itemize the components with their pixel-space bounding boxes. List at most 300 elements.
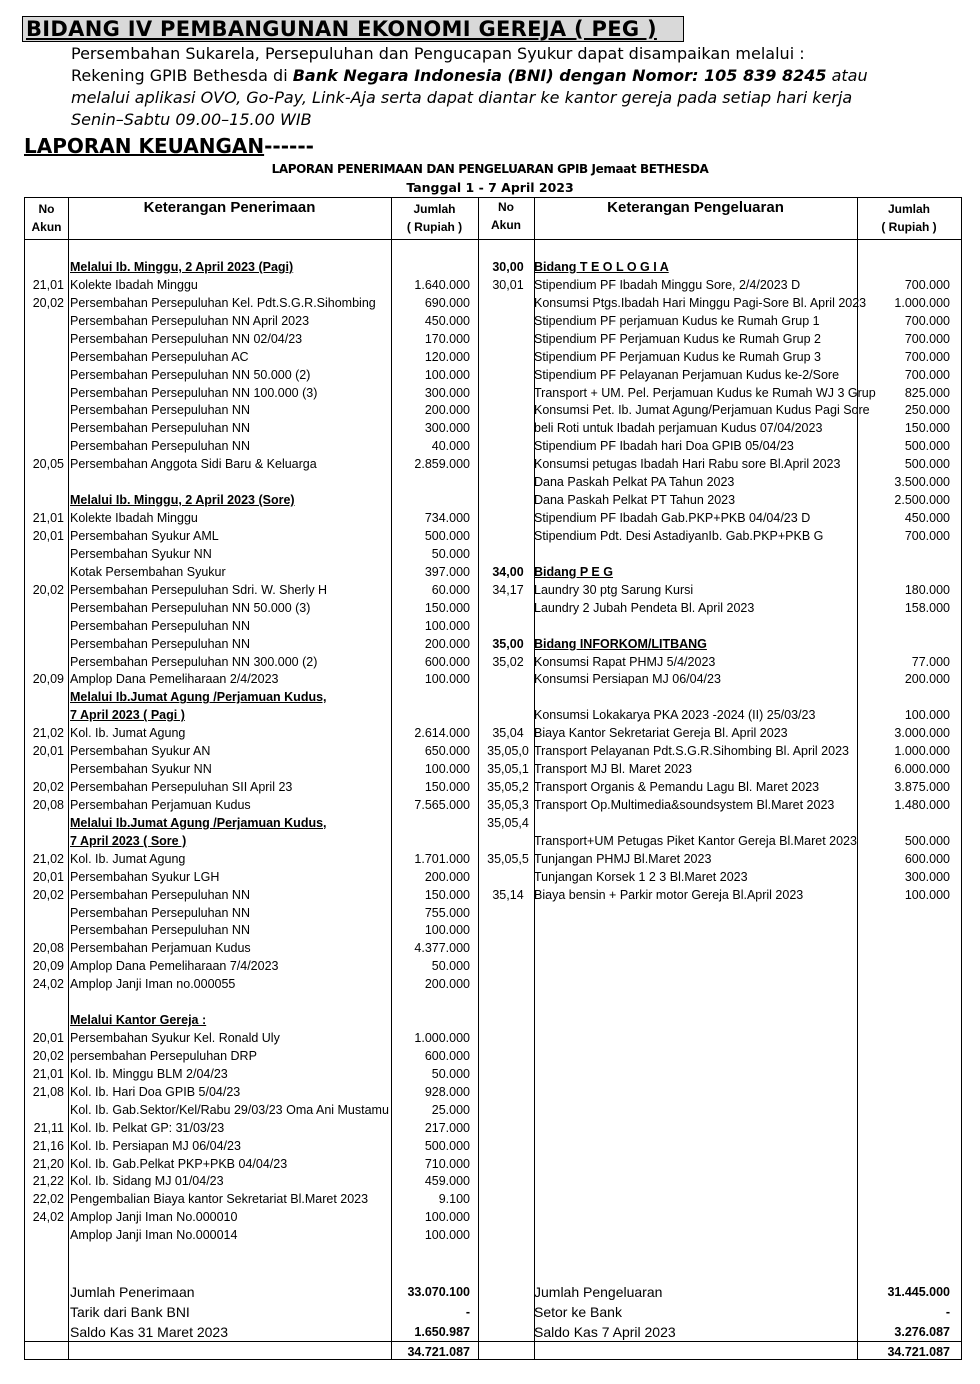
income-amount: 50.000	[431, 959, 470, 974]
table-row	[24, 455, 962, 473]
income-description: Persembahan Persepuluhan NN	[70, 439, 250, 454]
expense-description: Laundry 2 Jubah Pendeta Bl. April 2023	[534, 600, 755, 615]
section-title: BIDANG IV PEMBANGUNAN EKONOMI GEREJA ( PEG )	[26, 17, 657, 41]
total-income-label: Tarik dari Bank BNI	[70, 1304, 190, 1320]
income-amount: 120.000	[424, 349, 470, 364]
account-number: 20,08	[32, 941, 64, 956]
income-amount: 928.000	[424, 1084, 470, 1099]
account-number: 20,08	[32, 797, 64, 812]
total-income-amount: -	[465, 1305, 470, 1319]
col-no-header-2: No	[498, 200, 514, 214]
income-amount: 170.000	[424, 331, 470, 346]
income-description: Kol. Ib. Pelkat GP: 31/03/23	[70, 1120, 225, 1135]
col-akun-header-2: Akun	[491, 218, 521, 232]
intro-line-2	[71, 66, 868, 85]
account-number: 20,01	[32, 744, 64, 759]
account-number: 21,08	[32, 1084, 64, 1099]
table-row	[24, 491, 962, 509]
col-pengeluaran-header: Keterangan Pengeluaran	[607, 199, 784, 216]
income-description: Kotak Persembahan Syukur	[70, 564, 226, 579]
expense-description: Biaya Kantor Sekretariat Gereja Bl. April 2023	[534, 726, 788, 741]
expense-amount: 700.000	[904, 313, 950, 328]
table-row	[24, 276, 962, 294]
table-row	[24, 1137, 962, 1155]
expense-description: Biaya bensin + Parkir motor Gereja Bl.April 2023	[534, 887, 804, 902]
expense-description: Transport Organis & Pemandu Lagu Bl. Maret 2023	[534, 780, 820, 794]
table-row	[24, 904, 962, 922]
income-description: Melalui Ib. Minggu, 2 April 2023 (Pagi)	[70, 260, 294, 274]
expense-amount: 500.000	[904, 457, 950, 472]
expense-description: Stipendium PF Pelayanan Perjamuan Kudus ke-2/Sore	[534, 367, 840, 382]
income-amount: 1.701.000	[414, 851, 470, 866]
account-number: 20,02	[32, 1048, 64, 1063]
grand-total-rule	[25, 1341, 961, 1342]
income-description: Persembahan Persepuluhan NN 02/04/23	[70, 331, 303, 346]
expense-amount: 6.000.000	[894, 762, 950, 776]
table-row	[24, 419, 962, 437]
expense-account-number: 35,14	[492, 887, 524, 902]
income-description: Persembahan Persepuluhan NN	[70, 887, 250, 902]
expense-description: Stipendium Pdt. Desi AstadiyanIb. Gab.PKP+PKB G	[534, 529, 824, 543]
account-number: 20,01	[32, 529, 64, 543]
col-no-header: No	[38, 202, 55, 216]
intro-line-2-c: atau	[826, 66, 868, 85]
table-row	[24, 1083, 962, 1101]
income-amount: 1.000.000	[414, 1031, 470, 1045]
account-number: 21,01	[32, 511, 64, 525]
income-description: persembahan Persepuluhan DRP	[70, 1048, 257, 1063]
income-description: Persembahan Syukur NN	[70, 762, 212, 776]
expense-description: Stipendium PF Perjamuan Kudus ke Rumah Grup 3	[534, 349, 821, 364]
expense-account-number: 30,00	[492, 260, 524, 274]
account-number: 22,02	[32, 1192, 64, 1207]
income-description: Persembahan Syukur AN	[70, 744, 211, 759]
table-row	[24, 724, 962, 742]
account-number: 24,02	[32, 977, 64, 992]
report-heading	[24, 134, 314, 158]
table-row	[24, 1208, 962, 1226]
expense-description: Stipendium PF Perjamuan Kudus ke Rumah Grup 2	[534, 331, 821, 346]
income-description: Persembahan Perjamuan Kudus	[70, 941, 251, 956]
income-description: Persembahan Syukur LGH	[70, 869, 220, 884]
income-amount: 755.000	[424, 905, 470, 920]
grand-total-right: 34.721.087	[887, 1345, 950, 1359]
income-amount: 2.859.000	[414, 457, 470, 472]
table-row	[24, 312, 962, 330]
table-row	[24, 957, 962, 975]
account-number: 21,16	[32, 1138, 64, 1153]
table-row	[24, 939, 962, 957]
expense-account-number: 30,01	[492, 277, 524, 292]
income-amount: 100.000	[424, 672, 470, 687]
intro-line-3	[71, 88, 852, 107]
expense-description: beli Roti untuk Ibadah perjamuan Kudus 07/04/2023	[534, 421, 823, 436]
income-description: Kol. Ib. Hari Doa GPIB 5/04/23	[70, 1084, 241, 1099]
account-number: 20,01	[32, 869, 64, 884]
table-row	[24, 760, 962, 778]
income-description: Kolekte Ibadah Minggu	[70, 511, 198, 525]
income-description: Persembahan Persepuluhan NN	[70, 923, 250, 938]
income-description: Kol. Ib. Jumat Agung	[70, 851, 186, 866]
income-description: Melalui Ib. Minggu, 2 April 2023 (Sore)	[70, 493, 295, 508]
table-row	[24, 581, 962, 599]
income-description: Kol. Ib. Persiapan MJ 06/04/23	[70, 1138, 241, 1153]
income-description: Persembahan Syukur AML	[70, 529, 219, 543]
income-description: Melalui Kantor Gereja :	[70, 1013, 207, 1028]
income-description: Pengembalian Biaya kantor Sekretariat Bl.Maret 2023	[70, 1192, 369, 1207]
expense-amount: 450.000	[904, 511, 950, 525]
income-description: Amplop Dana Pemeliharaan 2/4/2023	[70, 672, 279, 687]
income-description: Melalui Ib.Jumat Agung /Perjamuan Kudus,	[70, 690, 327, 705]
income-amount: 397.000	[424, 564, 470, 579]
table-row	[24, 330, 962, 348]
income-description: 7 April 2023 ( Sore )	[70, 833, 187, 848]
income-amount: 100.000	[424, 1210, 470, 1225]
expense-amount: 1.000.000	[894, 744, 950, 759]
income-description: Persembahan Persepuluhan NN 300.000 (2)	[70, 654, 318, 669]
expense-description: Dana Paskah Pelkat PA Tahun 2023	[534, 475, 735, 490]
income-amount: 150.000	[424, 780, 470, 794]
table-row	[24, 688, 962, 706]
income-description: Persembahan Perjamuan Kudus	[70, 797, 251, 812]
expense-amount: 700.000	[904, 349, 950, 364]
expense-description: Konsumsi Ptgs.Ibadah Hari Minggu Pagi-Sore Bl. April 2023	[534, 295, 867, 310]
table-row	[24, 401, 962, 419]
table-row	[24, 509, 962, 527]
income-amount: 600.000	[424, 654, 470, 669]
expense-description: Transport+UM Petugas Piket Kantor Gereja Bl.Maret 2023	[534, 833, 857, 848]
expense-description: Bidang T E O L O G I A	[534, 260, 669, 274]
expense-account-number: 35,04	[492, 726, 524, 741]
account-number: 20,02	[32, 295, 64, 310]
expense-account-number: 35,05,1	[487, 762, 529, 776]
expense-amount: 500.000	[904, 833, 950, 848]
intro-line-3-text: melalui aplikasi OVO, Go-Pay, Link-Aja serta dapat diantar ke kantor gereja pada setiap hari kerja	[71, 88, 853, 107]
table-row	[24, 1172, 962, 1190]
table-row	[24, 832, 962, 850]
income-amount: 300.000	[424, 385, 470, 400]
total-row	[24, 1303, 962, 1321]
table-row	[24, 545, 962, 563]
intro-line-4	[71, 110, 312, 129]
expense-account-number: 35,05,5	[487, 851, 529, 866]
income-description: Persembahan Persepuluhan NN	[70, 403, 250, 418]
expense-description: Konsumsi Persiapan MJ 06/04/23	[534, 672, 721, 687]
total-income-label: Jumlah Penerimaan	[70, 1284, 195, 1300]
table-row	[24, 366, 962, 384]
expense-account-number: 35,05,2	[487, 780, 529, 794]
total-expense-label: Saldo Kas 7 April 2023	[534, 1324, 676, 1340]
account-number: 20,09	[32, 959, 64, 974]
income-description: Kol. Ib. Sidang MJ 01/04/23	[70, 1174, 224, 1189]
table-row	[24, 473, 962, 491]
expense-description: Laundry 30 ptg Sarung Kursi	[534, 582, 694, 597]
expense-amount: 2.500.000	[894, 493, 950, 508]
table-row	[24, 921, 962, 939]
income-amount: 650.000	[424, 744, 470, 759]
account-number: 21,22	[32, 1174, 64, 1189]
col-akun-header: Akun	[31, 220, 62, 234]
table-row	[24, 1226, 962, 1244]
income-amount: 100.000	[424, 923, 470, 938]
account-number: 20,02	[32, 780, 64, 794]
table-row	[24, 258, 962, 276]
table-row	[24, 706, 962, 724]
table-row	[24, 778, 962, 796]
intro-line-1: Persembahan Sukarela, Persepuluhan dan Pengucapan Syukur dapat disampaikan melalui :	[71, 44, 805, 63]
expense-amount: 158.000	[904, 600, 950, 615]
income-description: Persembahan Persepuluhan SII April 23	[70, 780, 293, 794]
income-description: Kol. Ib. Gab.Sektor/Kel/Rabu 29/03/23 Oma Ani Mustamu	[70, 1102, 389, 1117]
expense-description: Bidang INFORKOM/LITBANG	[534, 636, 707, 651]
expense-amount: 200.000	[904, 672, 950, 687]
table-row	[24, 527, 962, 545]
table-row	[24, 796, 962, 814]
account-number: 20,02	[32, 582, 64, 597]
total-income-amount: 33.070.100	[407, 1285, 470, 1299]
income-description: Persembahan Syukur Kel. Ronald Uly	[70, 1031, 280, 1045]
expense-description: Transport Op.Multimedia&soundsystem Bl.Maret 2023	[534, 797, 835, 812]
intro-line-2-a: Rekening GPIB Bethesda di	[71, 66, 293, 85]
income-description: Amplop Dana Pemeliharaan 7/4/2023	[70, 959, 279, 974]
expense-account-number: 35,05,4	[487, 815, 529, 830]
total-expense-label: Jumlah Pengeluaran	[534, 1284, 663, 1300]
expense-description: Transport MJ Bl. Maret 2023	[534, 762, 692, 776]
expense-description: Stipendium PF Ibadah Gab.PKP+PKB 04/04/23 D	[534, 511, 811, 525]
expense-amount: 300.000	[904, 869, 950, 884]
income-description: Persembahan Persepuluhan AC	[70, 349, 249, 364]
income-description: Persembahan Persepuluhan NN	[70, 636, 250, 651]
total-row	[24, 1283, 962, 1301]
income-description: Amplop Janji Iman No.000010	[70, 1210, 238, 1225]
table-row	[24, 886, 962, 904]
income-description: Kol. Ib. Gab.Pelkat PKP+PKB 04/04/23	[70, 1156, 288, 1171]
income-description: Kol. Ib. Minggu BLM 2/04/23	[70, 1066, 228, 1081]
col-penerimaan-header: Keterangan Penerimaan	[143, 199, 316, 216]
expense-account-number: 35,02	[492, 654, 524, 669]
grand-total-row	[24, 1343, 962, 1361]
table-row	[24, 617, 962, 635]
expense-amount: 500.000	[904, 439, 950, 454]
income-amount: 150.000	[424, 887, 470, 902]
col-jumlah-header-2: Jumlah	[887, 202, 930, 216]
account-number: 20,09	[32, 672, 64, 687]
expense-amount: 1.000.000	[894, 295, 950, 310]
income-description: Persembahan Persepuluhan NN 50.000 (2)	[70, 367, 311, 382]
income-description: Persembahan Persepuluhan NN	[70, 905, 250, 920]
income-description: 7 April 2023 ( Pagi )	[70, 708, 185, 723]
table-row	[24, 670, 962, 688]
expense-account-number: 35,05,0	[487, 744, 529, 759]
expense-description: Konsumsi Lokakarya PKA 2023 -2024 (II) 25/03/23	[534, 708, 816, 723]
expense-description: Konsumsi petugas Ibadah Hari Rabu sore Bl.April 2023	[534, 457, 841, 472]
income-amount: 4.377.000	[414, 941, 470, 956]
income-amount: 100.000	[424, 367, 470, 382]
expense-description: Stipendium PF Ibadah Minggu Sore, 2/4/2023 D	[534, 277, 801, 292]
income-description: Melalui Ib.Jumat Agung /Perjamuan Kudus,	[70, 815, 327, 830]
total-expense-amount: 3.276.087	[894, 1325, 950, 1339]
bank-account-info: Bank Negara Indonesia (BNI) dengan Nomor: 105 839 8245	[292, 66, 827, 85]
report-heading-dashes: ------	[264, 134, 314, 158]
expense-description: Konsumsi Pet. Ib. Jumat Agung/Perjamuan Kudus Pagi Sore	[534, 403, 870, 418]
intro-line-4-text: Senin–Sabtu 09.00–15.00 WIB	[71, 110, 312, 129]
income-amount: 200.000	[424, 403, 470, 418]
income-amount: 2.614.000	[414, 726, 470, 741]
income-amount: 734.000	[424, 511, 470, 525]
table-row	[24, 384, 962, 402]
income-amount: 25.000	[431, 1102, 470, 1117]
income-amount: 1.640.000	[414, 277, 470, 292]
income-amount: 100.000	[424, 1228, 470, 1243]
table-row	[24, 599, 962, 617]
income-amount: 450.000	[424, 313, 470, 328]
table-row	[24, 294, 962, 312]
income-amount: 200.000	[424, 977, 470, 992]
total-income-amount: 1.650.987	[414, 1325, 470, 1339]
total-expense-amount: -	[945, 1305, 950, 1319]
income-description: Persembahan Persepuluhan NN April 2023	[70, 313, 310, 328]
expense-amount: 1.480.000	[894, 797, 950, 812]
account-number: 24,02	[32, 1210, 64, 1225]
income-amount: 60.000	[431, 582, 470, 597]
table-row	[24, 563, 962, 581]
income-amount: 50.000	[431, 1066, 470, 1081]
expense-amount: 700.000	[904, 277, 950, 292]
table-row	[24, 814, 962, 832]
income-amount: 200.000	[424, 869, 470, 884]
account-number: 21,11	[33, 1120, 64, 1135]
col-rupiah-header: ( Rupiah )	[406, 220, 463, 234]
income-amount: 500.000	[424, 1138, 470, 1153]
expense-description: Transport Pelayanan Pdt.S.G.R.Sihombing Bl. April 2023	[534, 744, 849, 759]
table-row	[24, 348, 962, 366]
expense-description: Bidang P E G	[534, 564, 613, 579]
income-amount: 100.000	[424, 618, 470, 633]
expense-amount: 825.000	[904, 385, 950, 400]
table-row	[24, 975, 962, 993]
income-amount: 9.100	[438, 1192, 470, 1207]
account-number: 20,02	[32, 887, 64, 902]
income-amount: 710.000	[424, 1156, 470, 1171]
income-description: Persembahan Anggota Sidi Baru & Keluarga	[70, 457, 317, 472]
income-amount: 200.000	[424, 636, 470, 651]
table-row	[24, 1190, 962, 1208]
income-description: Persembahan Persepuluhan NN 100.000 (3)	[70, 385, 318, 400]
expense-amount: 150.000	[904, 421, 950, 436]
expense-amount: 3.500.000	[894, 475, 950, 490]
account-number: 21,02	[32, 851, 64, 866]
grand-total-left: 34.721.087	[407, 1345, 470, 1359]
expense-description: Tunjangan PHMJ Bl.Maret 2023	[534, 851, 712, 866]
expense-account-number: 34,17	[492, 582, 524, 597]
table-row	[24, 850, 962, 868]
table-row	[24, 437, 962, 455]
income-amount: 217.000	[424, 1120, 470, 1135]
expense-amount: 77.000	[911, 654, 950, 669]
expense-amount: 250.000	[904, 403, 950, 418]
table-row	[24, 1101, 962, 1119]
account-number: 20,05	[32, 457, 64, 472]
table-row	[24, 993, 962, 1011]
expense-amount: 180.000	[904, 582, 950, 597]
income-amount: 150.000	[424, 600, 470, 615]
table-row	[24, 1029, 962, 1047]
table-row	[24, 1065, 962, 1083]
expense-description: Stipendium PF Ibadah hari Doa GPIB 05/04/23	[534, 439, 794, 454]
expense-amount: 100.000	[904, 708, 950, 723]
income-description: Persembahan Persepuluhan Kel. Pdt.S.G.R.Sihombing	[70, 295, 376, 310]
income-amount: 459.000	[424, 1174, 470, 1189]
income-amount: 7.565.000	[414, 797, 470, 812]
income-amount: 100.000	[424, 762, 470, 776]
report-heading-text: LAPORAN KEUANGAN	[24, 134, 265, 158]
total-row	[24, 1323, 962, 1341]
income-description: Persembahan Persepuluhan NN 50.000 (3)	[70, 600, 311, 615]
table-row	[24, 1119, 962, 1137]
income-description: Persembahan Persepuluhan Sdri. W. Sherly H	[70, 582, 328, 597]
expense-amount: 100.000	[904, 887, 950, 902]
income-description: Amplop Janji Iman no.000055	[70, 977, 236, 992]
table-row	[24, 1011, 962, 1029]
expense-description: Transport + UM. Pel. Perjamuan Kudus ke Rumah WJ 3 Grup	[534, 385, 876, 400]
account-number: 21,20	[32, 1156, 64, 1171]
col-jumlah-header: Jumlah	[413, 202, 456, 216]
expense-amount: 3.875.000	[894, 780, 950, 794]
header-rule	[25, 239, 961, 240]
income-description: Persembahan Persepuluhan NN	[70, 618, 250, 633]
income-amount: 600.000	[424, 1048, 470, 1063]
expense-amount: 700.000	[904, 529, 950, 543]
total-income-label: Saldo Kas 31 Maret 2023	[70, 1324, 228, 1340]
account-number: 20,01	[32, 1031, 64, 1045]
income-description: Amplop Janji Iman No.000014	[70, 1228, 238, 1243]
total-expense-label: Setor ke Bank	[534, 1304, 622, 1320]
account-number: 21,01	[32, 1066, 64, 1081]
income-description: Persembahan Persepuluhan NN	[70, 421, 250, 436]
income-description: Kol. Ib. Jumat Agung	[70, 726, 186, 741]
report-date: Tanggal 1 - 7 April 2023	[406, 180, 574, 195]
expense-account-number: 35,00	[492, 636, 524, 651]
expense-amount: 700.000	[904, 331, 950, 346]
income-amount: 40.000	[431, 439, 470, 454]
table-row	[24, 1047, 962, 1065]
expense-amount: 3.000.000	[894, 726, 950, 741]
col-rupiah-header-2: ( Rupiah )	[881, 220, 937, 234]
table-row	[24, 742, 962, 760]
income-amount: 690.000	[424, 295, 470, 310]
account-number: 21,02	[32, 726, 64, 741]
income-amount: 300.000	[424, 421, 470, 436]
income-description: Kolekte Ibadah Minggu	[70, 277, 198, 292]
table-row	[24, 635, 962, 653]
total-expense-amount: 31.445.000	[887, 1285, 950, 1299]
table-row	[24, 1155, 962, 1173]
expense-description: Konsumsi Rapat PHMJ 5/4/2023	[534, 654, 716, 669]
expense-amount: 700.000	[904, 367, 950, 382]
table-row	[24, 868, 962, 886]
expense-description: Dana Paskah Pelkat PT Tahun 2023	[534, 493, 736, 508]
report-title: LAPORAN PENERIMAAN DAN PENGELUARAN GPIB Jemaat BETHESDA	[271, 162, 709, 176]
expense-account-number: 35,05,3	[487, 797, 529, 812]
expense-account-number: 34,00	[492, 564, 524, 579]
expense-amount: 600.000	[904, 851, 950, 866]
income-amount: 50.000	[431, 546, 470, 561]
table-row	[24, 653, 962, 671]
account-number: 21,01	[32, 277, 64, 292]
income-description: Persembahan Syukur NN	[70, 546, 212, 561]
expense-description: Stipendium PF perjamuan Kudus ke Rumah Grup 1	[534, 313, 820, 328]
income-amount: 500.000	[424, 529, 470, 543]
